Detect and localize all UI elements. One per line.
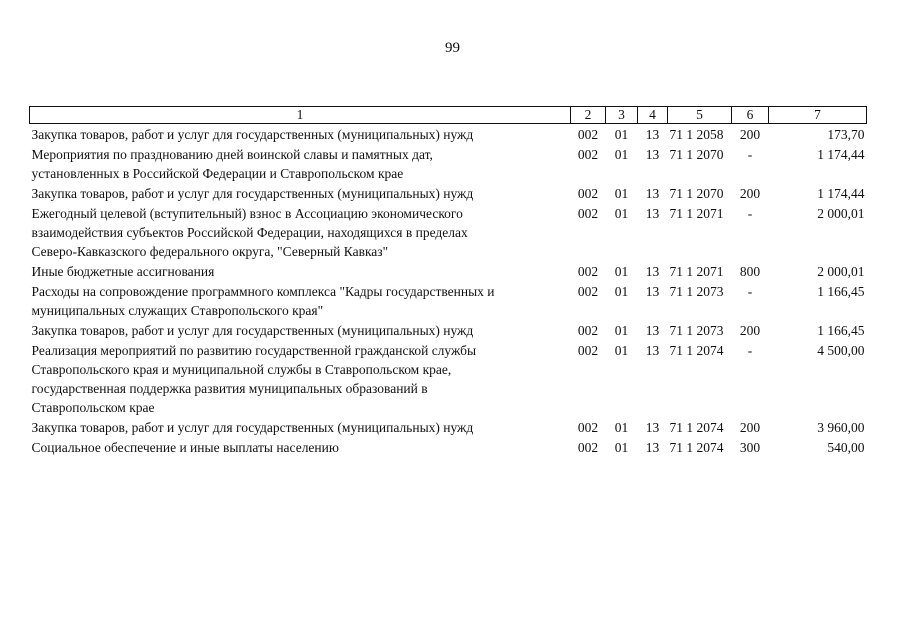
row-name-line: Северо-Кавказского федерального округа, "Северный Кавказ" xyxy=(31,244,389,259)
page-number: 99 xyxy=(445,40,460,56)
row-amount: 4 500,00 xyxy=(817,343,865,358)
row-code-4: 13 xyxy=(645,323,660,338)
row-code-2: 002 xyxy=(577,420,599,435)
row-code-3: 01 xyxy=(614,264,629,279)
row-code-4: 13 xyxy=(645,186,660,201)
row-name-line: Закупка товаров, работ и услуг для государственных (муниципальных) нужд xyxy=(31,186,474,201)
header-col-5: 5 xyxy=(668,107,732,124)
row-name xyxy=(30,144,571,183)
row-code-2: 002 xyxy=(577,323,599,338)
row-name-line: Расходы на сопровождение программного комплекса "Кадры государственных и xyxy=(31,284,495,299)
row-code-2: 002 xyxy=(577,206,599,221)
row-target-code: 71 1 2074 xyxy=(669,440,724,455)
table-row xyxy=(30,437,867,457)
row-code-4: 13 xyxy=(645,206,660,221)
row-name xyxy=(30,281,571,320)
table-row xyxy=(30,320,867,340)
header-row xyxy=(30,107,867,124)
header-col-1: 1 xyxy=(30,107,571,124)
row-expense-type: 200 xyxy=(739,420,761,435)
table-row xyxy=(30,281,867,320)
table-row xyxy=(30,340,867,417)
row-name-line: Ставропольского края и муниципальной службы в Ставропольском крае, xyxy=(31,362,452,377)
row-code-3: 01 xyxy=(614,343,629,358)
table-row xyxy=(30,261,867,281)
row-target-code: 71 1 2070 xyxy=(669,186,724,201)
row-amount: 3 960,00 xyxy=(817,420,865,435)
row-name xyxy=(30,203,571,261)
table-row xyxy=(30,203,867,261)
row-expense-type: - xyxy=(747,343,753,358)
row-code-2: 002 xyxy=(577,440,599,455)
row-amount: 173,70 xyxy=(827,127,865,142)
row-target-code: 71 1 2071 xyxy=(669,206,724,221)
row-name-line: установленных в Российской Федерации и Ставропольском крае xyxy=(31,166,404,181)
header-col-3: 3 xyxy=(606,107,638,124)
row-code-4: 13 xyxy=(645,284,660,299)
table-row xyxy=(30,183,867,203)
row-code-3: 01 xyxy=(614,323,629,338)
header-col-4: 4 xyxy=(638,107,668,124)
row-name-line: Реализация мероприятий по развитию государственной гражданской службы xyxy=(31,343,477,358)
header-col-7: 7 xyxy=(769,107,867,124)
row-expense-type: 300 xyxy=(739,440,761,455)
row-amount: 2 000,01 xyxy=(817,264,865,279)
header-col-6: 6 xyxy=(732,107,769,124)
row-code-3: 01 xyxy=(614,206,629,221)
row-expense-type: 800 xyxy=(739,264,761,279)
row-expense-type: - xyxy=(747,147,753,162)
table-row xyxy=(30,417,867,437)
table-row xyxy=(30,144,867,183)
row-name-line: государственная поддержка развития муниципальных образований в xyxy=(31,381,428,396)
row-code-2: 002 xyxy=(577,264,599,279)
row-name xyxy=(30,320,571,340)
table-row xyxy=(30,124,867,145)
row-name xyxy=(30,437,571,457)
header-col-2: 2 xyxy=(571,107,606,124)
row-name-line: Иные бюджетные ассигнования xyxy=(31,264,215,279)
row-expense-type: - xyxy=(747,284,753,299)
row-code-2: 002 xyxy=(577,127,599,142)
row-code-4: 13 xyxy=(645,127,660,142)
row-code-3: 01 xyxy=(614,440,629,455)
row-code-4: 13 xyxy=(645,264,660,279)
row-expense-type: 200 xyxy=(739,127,761,142)
row-code-3: 01 xyxy=(614,127,629,142)
row-name xyxy=(30,124,571,145)
row-name-line: Мероприятия по празднованию дней воинской славы и памятных дат, xyxy=(31,147,433,162)
row-amount: 540,00 xyxy=(827,440,865,455)
row-target-code: 71 1 2058 xyxy=(669,127,724,142)
row-name-line: Ежегодный целевой (вступительный) взнос в Ассоциацию экономического xyxy=(31,206,463,221)
row-amount: 1 166,45 xyxy=(817,323,865,338)
row-amount: 1 166,45 xyxy=(817,284,865,299)
row-code-2: 002 xyxy=(577,147,599,162)
row-amount: 2 000,01 xyxy=(817,206,865,221)
row-name-line: Закупка товаров, работ и услуг для государственных (муниципальных) нужд xyxy=(31,420,474,435)
row-code-3: 01 xyxy=(614,186,629,201)
row-name-line: Закупка товаров, работ и услуг для государственных (муниципальных) нужд xyxy=(31,127,474,142)
row-amount: 1 174,44 xyxy=(817,147,865,162)
row-expense-type: 200 xyxy=(739,186,761,201)
row-code-3: 01 xyxy=(614,284,629,299)
row-name-line: Закупка товаров, работ и услуг для государственных (муниципальных) нужд xyxy=(31,323,474,338)
row-code-3: 01 xyxy=(614,420,629,435)
row-expense-type: - xyxy=(747,206,753,221)
row-name-line: муниципальных служащих Ставропольского края" xyxy=(31,303,324,318)
row-name-line: Социальное обеспечение и иные выплаты населению xyxy=(31,440,339,455)
row-target-code: 71 1 2074 xyxy=(669,343,724,358)
row-code-4: 13 xyxy=(645,420,660,435)
row-code-4: 13 xyxy=(645,440,660,455)
row-name-line: Ставропольском крае xyxy=(31,400,155,415)
table-body xyxy=(30,124,867,458)
row-name xyxy=(30,417,571,437)
row-code-2: 002 xyxy=(577,343,599,358)
row-expense-type: 200 xyxy=(739,323,761,338)
row-target-code: 71 1 2073 xyxy=(669,323,724,338)
row-code-3: 01 xyxy=(614,147,629,162)
row-target-code: 71 1 2070 xyxy=(669,147,724,162)
row-code-4: 13 xyxy=(645,147,660,162)
row-code-2: 002 xyxy=(577,186,599,201)
row-name xyxy=(30,183,571,203)
row-code-2: 002 xyxy=(577,284,599,299)
table-header xyxy=(30,107,867,124)
row-target-code: 71 1 2071 xyxy=(669,264,724,279)
row-code-4: 13 xyxy=(645,343,660,358)
row-name-line: взаимодействия субъектов Российской Федерации, находящихся в пределах xyxy=(31,225,468,240)
budget-table xyxy=(29,106,867,457)
row-target-code: 71 1 2074 xyxy=(669,420,724,435)
row-name xyxy=(30,261,571,281)
row-target-code: 71 1 2073 xyxy=(669,284,724,299)
row-amount: 1 174,44 xyxy=(817,186,865,201)
row-name xyxy=(30,340,571,417)
